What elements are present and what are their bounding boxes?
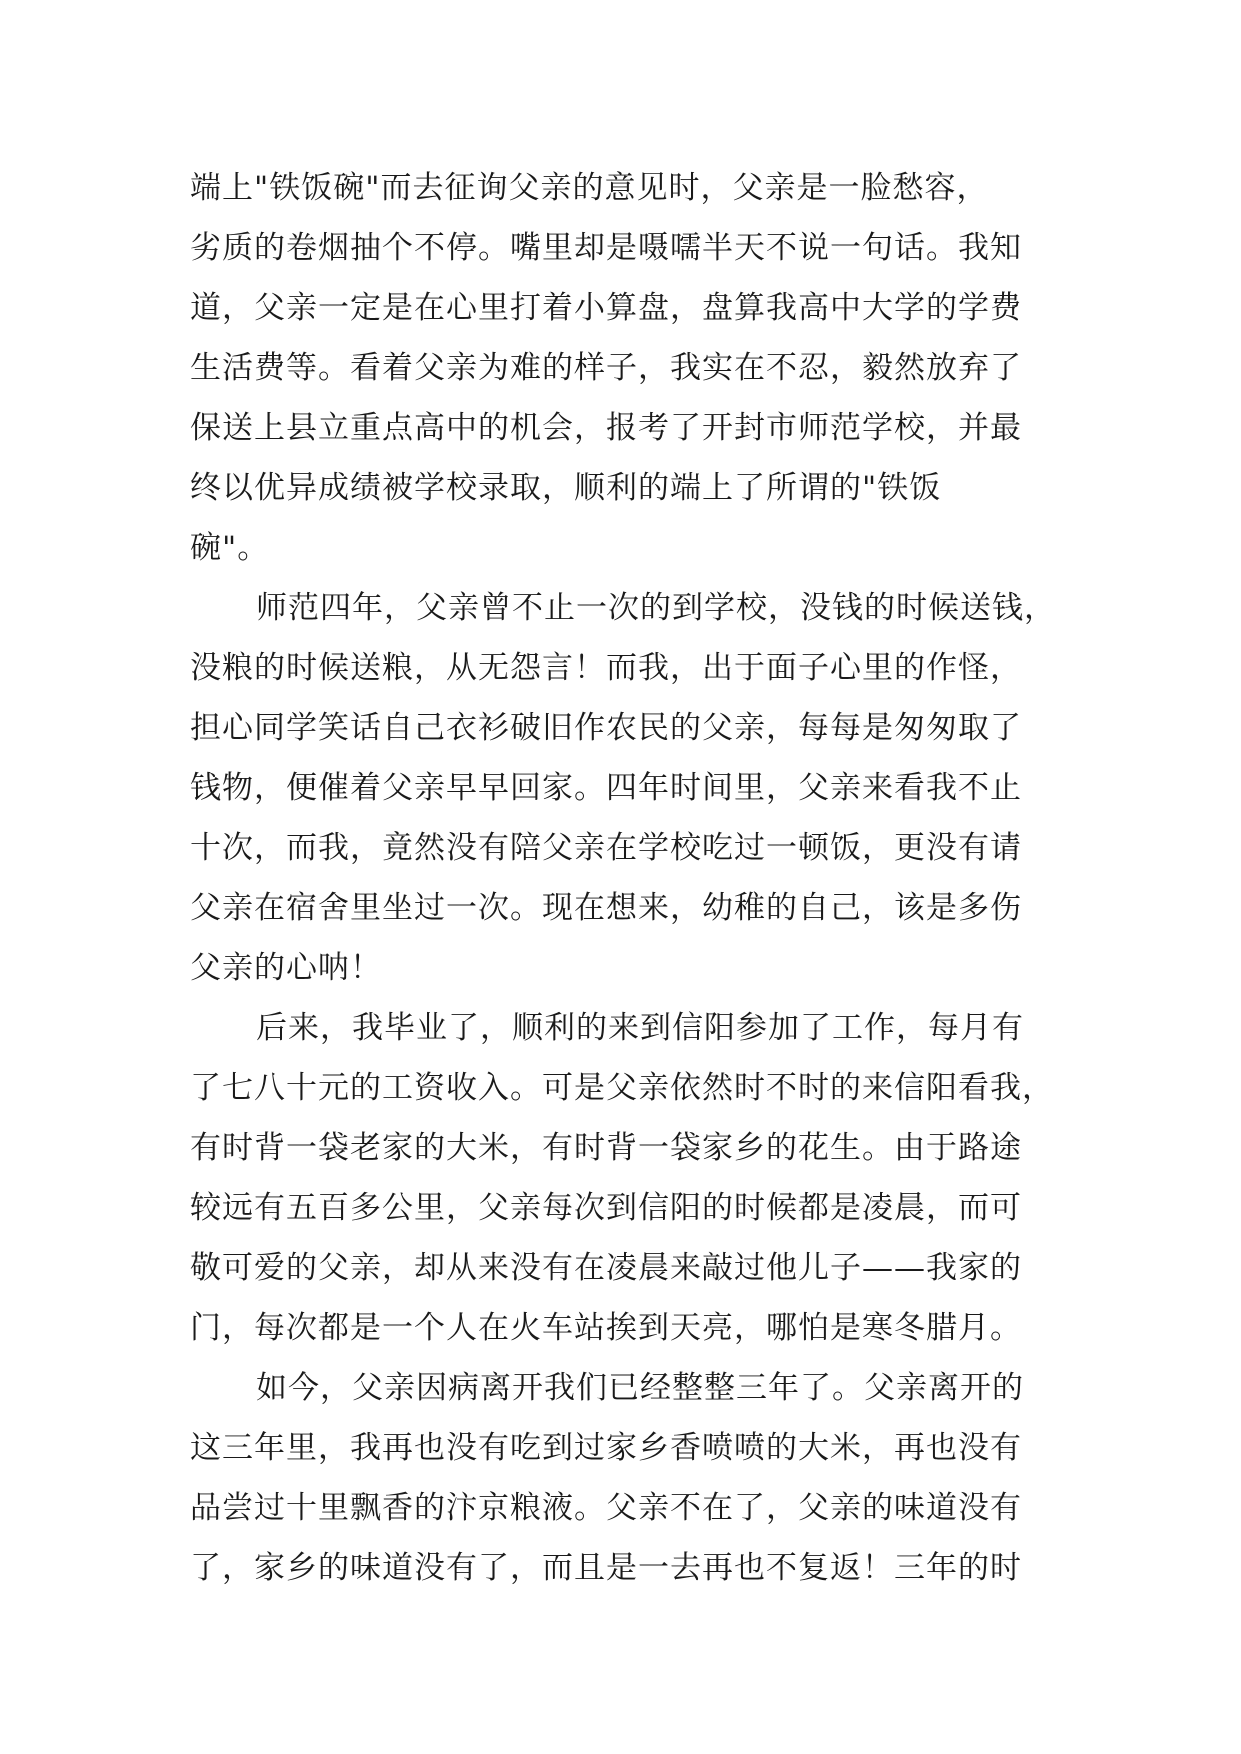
paragraph-2: [190, 578, 1070, 998]
text-line: 十次，而我，竟然没有陪父亲在学校吃过一顿饭，更没有请: [190, 830, 1022, 866]
paragraph-1: [190, 158, 1070, 578]
paragraph-4: [190, 1358, 1070, 1598]
text-line: 没粮的时候送粮，从无怨言！而我，出于面子心里的作怪，: [190, 650, 1022, 686]
text-line: 终以优异成绩被学校录取，顺利的端上了所谓的"铁饭: [190, 470, 942, 506]
text-line: 师范四年，父亲曾不止一次的到学校，没钱的时候送钱，: [256, 590, 1056, 626]
paragraph-3: [190, 998, 1070, 1358]
text-line: 道，父亲一定是在心里打着小算盘，盘算我高中大学的学费: [190, 290, 1022, 326]
text-line: 端上"铁饭碗"而去征询父亲的意见时，父亲是一脸愁容，: [190, 170, 989, 206]
text-line: 钱物，便催着父亲早早回家。四年时间里，父亲来看我不止: [190, 770, 1022, 806]
text-line: 生活费等。看着父亲为难的样子，我实在不忍，毅然放弃了: [190, 350, 1022, 386]
text-line: 门，每次都是一个人在火车站挨到天亮，哪怕是寒冬腊月。: [190, 1310, 1022, 1346]
text-line: 敬可爱的父亲，却从来没有在凌晨来敲过他儿子——我家的: [190, 1250, 1022, 1286]
text-line: 了，家乡的味道没有了，而且是一去再也不复返！三年的时: [190, 1550, 1022, 1586]
text-line: 劣质的卷烟抽个不停。嘴里却是嗫嚅半天不说一句话。我知: [190, 230, 1022, 266]
text-line: 父亲的心呐！: [190, 950, 382, 986]
text-line: 后来，我毕业了，顺利的来到信阳参加了工作，每月有: [256, 1010, 1024, 1046]
text-line: 保送上县立重点高中的机会，报考了开封市师范学校，并最: [190, 410, 1022, 446]
text-line: 了七八十元的工资收入。可是父亲依然时不时的来信阳看我，: [190, 1070, 1054, 1106]
text-line: 父亲在宿舍里坐过一次。现在想来，幼稚的自己，该是多伤: [190, 890, 1022, 926]
text-line: 有时背一袋老家的大米，有时背一袋家乡的花生。由于路途: [190, 1130, 1022, 1166]
text-line: 担心同学笑话自己衣衫破旧作农民的父亲，每每是匆匆取了: [190, 710, 1022, 746]
text-line: 如今，父亲因病离开我们已经整整三年了。父亲离开的: [256, 1370, 1024, 1406]
text-line: 较远有五百多公里，父亲每次到信阳的时候都是凌晨，而可: [190, 1190, 1022, 1226]
text-line: 这三年里，我再也没有吃到过家乡香喷喷的大米，再也没有: [190, 1430, 1022, 1466]
text-line: 碗"。: [190, 530, 270, 566]
document-page: [190, 158, 1070, 1598]
text-line: 品尝过十里飘香的汴京粮液。父亲不在了，父亲的味道没有: [190, 1490, 1022, 1526]
